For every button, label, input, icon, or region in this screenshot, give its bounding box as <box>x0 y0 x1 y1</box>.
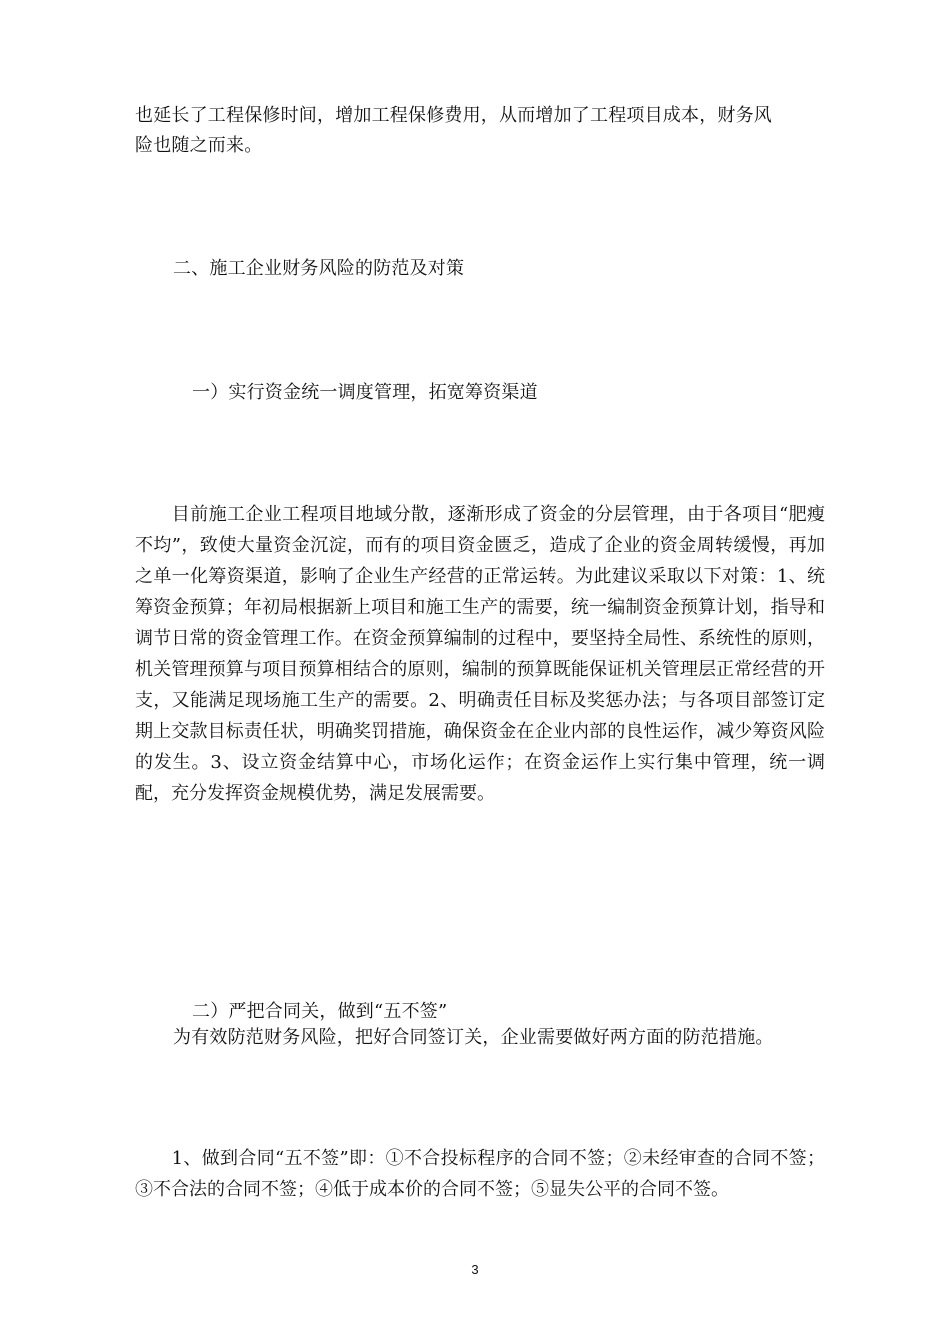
paragraph-continuation-line-1: 也延长了工程保修时间，增加工程保修费用，从而增加了工程项目成本，财务风 <box>135 105 772 126</box>
body-paragraph-2: 为有效防范财务风险，把好合同签订关，企业需要做好两方面的防范措施。 <box>173 1027 774 1048</box>
section-heading-2: 二、施工企业财务风险的防范及对策 <box>173 258 465 279</box>
page-number: 3 <box>471 1262 479 1277</box>
subheading-2: 二）严把合同关，做到“五不签” <box>192 1001 448 1022</box>
paragraph-continuation-line-2: 险也随之而来。 <box>135 135 263 156</box>
body-paragraph-1: 目前施工企业工程项目地域分散，逐渐形成了资金的分层管理，由于各项目“肥瘦不均”，致使大量资金沉淀，而有的项目资金匮乏，造成了企业的资金周转缓慢，再加之单一化筹资渠道，影响了企业生产经营的正常运转。为此建议采取以下对策：1、统筹资金预算；年初局根据新上项目和施工生产的需要，统一编制资金预算计划，指导和调节日常的资金管理工作。在资金预算编制的过程中，要坚持全局性、系统性的原则，机关管理预算与项目预算相结合的原则，编制的预算既能保证机关管理层正常经营的开支，又能满足现场施工生产的需要。2、明确责任目标及奖惩办法；与各项目部签订定期上交款目标责任状，明确奖罚措施，确保资金在企业内部的良性运作，减少筹资风险的发生。3、设立资金结算中心，市场化运作；在资金运作上实行集中管理，统一调配，充分发挥资金规模优势，满足发展需要。 <box>135 504 825 804</box>
subheading-1: 一）实行资金统一调度管理，拓宽筹资渠道 <box>192 382 538 403</box>
body-paragraph-3: 1、做到合同“五不签”即：①不合投标程序的合同不签；②未经审查的合同不签；③不合法的合同不签；④低于成本价的合同不签；⑤显失公平的合同不签。 <box>135 1148 825 1200</box>
